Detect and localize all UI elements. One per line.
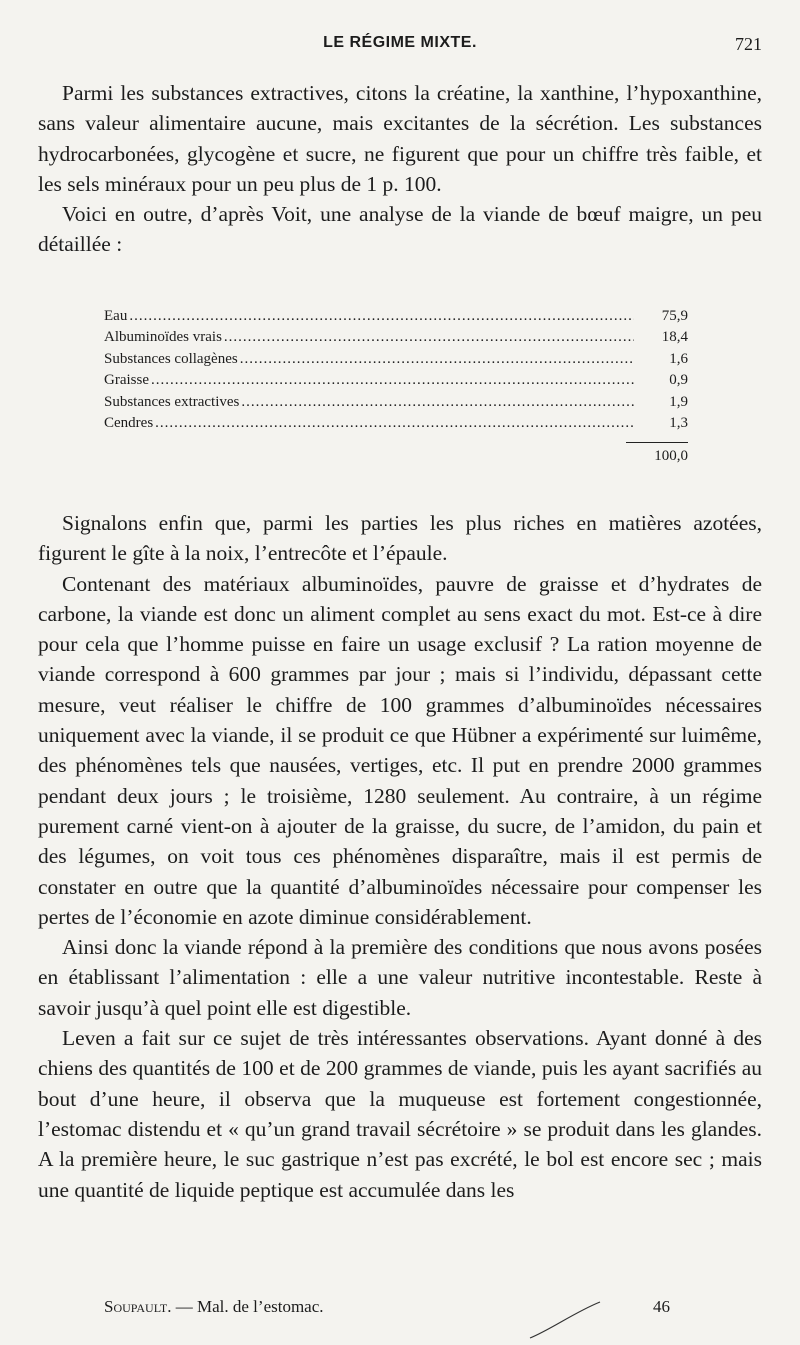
paragraph: Voici en outre, d’après Voit, une analyse de la viande de bœuf maigre, un peu détaillée : (38, 202, 762, 257)
dot-leader (155, 413, 634, 434)
row-value: 18,4 (661, 329, 688, 346)
table-row (104, 370, 688, 391)
analysis-table (104, 306, 688, 469)
paragraph: Leven a fait sur ce sujet de très intéressantes observations. Ayant donné à des chiens des quantités de 100 et de 200 grammes de viande, puis les ayant sacrifiés au bout d’une heure, il observa que la muqueuse est fortement congestionnée, l’estomac distendu et « qu’un grand travail sécrétoire » se produit dans les glandes. A la première heure, le suc gastrique n’est pas excrété, le bol est encore sec ; mais une quantité de liquide peptique est accumulée dans les (38, 1026, 762, 1202)
signature-mark: 46 (653, 1297, 670, 1316)
paragraph: Parmi les substances extractives, citons la créatine, la xanthine, l’hypoxanthine, sans valeur alimentaire aucune, mais excitantes de la sécrétion. Les substances hydrocarbonées, glycogène et sucre, ne figurent que pour un chiffre très faible, et les sels minéraux pour un peu plus de 1 p. 100. (38, 81, 762, 196)
body-text-bottom (38, 508, 762, 1205)
dot-leader (241, 392, 634, 413)
dot-leader (129, 306, 634, 327)
row-label: Albuminoïdes vrais (104, 329, 222, 346)
table-row (104, 306, 688, 327)
row-value: 0,9 (669, 372, 688, 389)
table-row (104, 413, 688, 434)
row-value: 1,9 (669, 393, 688, 410)
row-value: 75,9 (661, 308, 688, 324)
footer-source (104, 1297, 324, 1317)
signature-stroke-icon (520, 1300, 610, 1340)
total-row (104, 443, 688, 469)
row-label: Cendres (104, 414, 154, 431)
table-row (104, 327, 688, 348)
footer-author: Soupault. (104, 1297, 172, 1316)
row-value: 1,6 (669, 350, 688, 367)
row-label: Graisse (104, 372, 149, 389)
dot-leader (224, 327, 634, 348)
page-number: 721 (735, 34, 762, 54)
row-label: Substances collagènes (104, 350, 238, 367)
total-value: 100,0 (654, 448, 688, 465)
table-row (104, 349, 688, 370)
paragraph: Signalons enfin que, parmi les parties les plus riches en matières azotées, figurent le gîte à la noix, l’entrecôte et l’épaule. (38, 511, 762, 566)
dot-leader (240, 349, 634, 370)
paragraph: Contenant des matériaux albuminoïdes, pauvre de graisse et d’hydrates de carbone, la viande est donc un aliment complet au sens exact du mot. Est-ce à dire pour cela que l’homme puisse en faire un usage exclusif ? La ration moyenne de viande correspond à 600 grammes par jour ; mais si l’individu, dépassant cette mesure, veut réaliser le chiffre de 100 grammes d’albuminoïdes nécessaires uniquement avec la viande, il se produit ce que Hübner a expérimenté sur luimême, des phénomènes tels que nausées, vertiges, etc. Il put en prendre 2000 grammes pendant deux jours ; le troisième, 1280 seulement. Au contraire, à un régime purement carné vient-on à ajouter de la graisse, du sucre, de l’amidon, du pain et des légumes, on voit tous ces phénomènes disparaître, mais il est permis de constater en outre que la quantité d’albuminoïdes nécessaire pour compenser les pertes de l’économie en azote diminue considérablement. (38, 571, 762, 929)
row-value: 1,3 (669, 414, 688, 431)
paragraph: Ainsi donc la viande répond à la première des conditions que nous avons posées en établissant l’alimentation : elle a une valeur nutritive incontestable. Reste à savoir jusqu’à quel point elle est digestible. (38, 935, 762, 1020)
dot-leader (151, 370, 634, 391)
row-label: Substances extractives (104, 393, 240, 410)
body-text-top (38, 78, 762, 260)
footer-title: — Mal. de l’estomac. (175, 1297, 324, 1316)
table-row (104, 392, 688, 413)
running-title: LE RÉGIME MIXTE. (323, 34, 477, 51)
row-label: Eau (104, 308, 128, 324)
